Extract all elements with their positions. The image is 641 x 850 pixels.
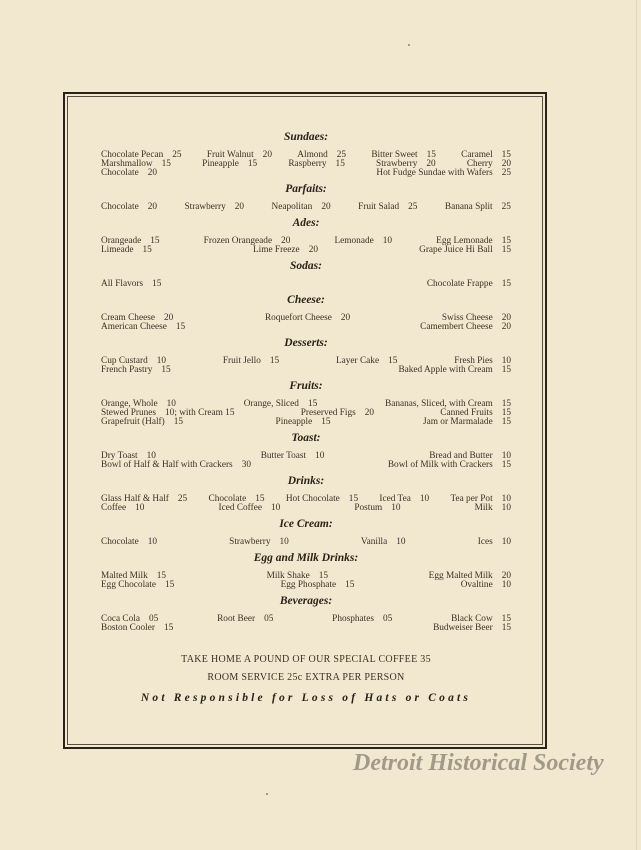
item-price: 20 [321, 202, 331, 212]
menu-row [101, 366, 511, 375]
item-name: Orangeade [101, 236, 142, 246]
menu-item [433, 624, 511, 633]
menu-item [219, 504, 281, 513]
menu-section [101, 212, 511, 255]
menu-item [272, 203, 331, 212]
menu-item [101, 246, 152, 255]
item-price: 10; with Cream 15 [165, 408, 235, 418]
menu-item [332, 615, 392, 624]
item-name: Milk Shake [266, 571, 310, 581]
item-price: 20 [281, 236, 291, 246]
item-name: Baked Apple with Cream [398, 365, 493, 375]
item-name: Cup Custard [101, 356, 148, 366]
item-name: Egg Phosphate [280, 580, 337, 590]
menu-item [202, 160, 257, 169]
menu-item [265, 314, 350, 323]
item-name: Roquefort Cheese [264, 313, 332, 323]
item-name: Phosphates [332, 614, 374, 624]
menu-item [388, 461, 511, 470]
disclaimer: Not Responsible for Loss of Hats or Coats [140, 692, 472, 704]
item-price: 15 [501, 614, 511, 624]
item-name: Lime Freeze [252, 245, 300, 255]
menu-section [101, 289, 511, 332]
item-price: 15 [345, 580, 355, 590]
item-price: 25 [172, 150, 182, 160]
room-service-note: ROOM SERVICE 25c EXTRA PER PERSON [207, 672, 405, 683]
paper-speck [408, 44, 410, 46]
item-name: Bitter Sweet [371, 150, 418, 160]
item-price: 10 [279, 537, 289, 547]
menu-section [101, 178, 511, 212]
item-name: Black Cow [451, 614, 493, 624]
item-name: Strawberry [376, 159, 418, 169]
item-price: 15 [247, 159, 258, 169]
item-name: Iced Coffee [218, 503, 262, 513]
menu-item [379, 495, 429, 504]
item-price: 15 [501, 236, 511, 246]
item-name: Orange, Sliced [243, 399, 299, 409]
menu-section [101, 255, 511, 289]
item-price: 15 [426, 150, 436, 160]
item-price: 05 [383, 614, 393, 624]
item-name: Hot Fudge Sundae with Wafers [376, 168, 493, 178]
item-name: Cream Cheese [101, 313, 155, 323]
item-price: 10 [501, 451, 511, 461]
section-header: Parfaits: [285, 183, 327, 195]
menu-item [223, 357, 279, 366]
item-name: Fruit Salad [358, 202, 400, 212]
item-price: 15 [501, 417, 511, 427]
item-price: 15 [307, 399, 318, 409]
item-name: Ovaltine [460, 580, 493, 590]
item-price: 15 [321, 417, 331, 427]
menu-item [445, 203, 511, 212]
item-name: Layer Cake [335, 356, 380, 366]
item-price: 20 [501, 313, 511, 323]
menu-item [420, 323, 511, 332]
menu-section [101, 470, 511, 513]
item-name: Milk [474, 503, 493, 513]
item-name: Coffee [101, 503, 127, 513]
item-name: Bread and Butter [429, 451, 493, 461]
menu-row [101, 169, 511, 178]
item-price: 15 [318, 571, 329, 581]
item-name: French Pastry [101, 365, 153, 375]
item-name: Hot Chocolate [285, 494, 340, 504]
item-price: 15 [269, 356, 280, 366]
item-price: 25 [408, 202, 418, 212]
item-price: 15 [152, 279, 162, 289]
item-price: 20 [426, 159, 436, 169]
item-price: 15 [348, 494, 359, 504]
item-name: All Flavors [101, 279, 144, 289]
menu-item [101, 581, 174, 590]
menu-row [101, 246, 511, 255]
menu-section [101, 547, 511, 590]
item-price: 15 [501, 623, 511, 633]
section-header: Ice Cream: [279, 518, 333, 530]
item-price: 10 [315, 451, 325, 461]
item-name: Glass Half & Half [101, 494, 169, 504]
item-price: 10 [501, 494, 511, 504]
menu-section [101, 590, 511, 633]
item-name: Cherry [466, 159, 493, 169]
item-price: 20 [234, 202, 245, 212]
item-name: Tea per Pot [450, 494, 493, 504]
item-price: 10 [166, 399, 176, 409]
item-name: Chocolate [101, 168, 139, 178]
menu-item [281, 581, 355, 590]
menu-item [361, 538, 406, 547]
menu-item [427, 280, 511, 289]
item-price: 15 [501, 399, 511, 409]
item-price: 20 [147, 202, 157, 212]
menu-item [261, 452, 325, 461]
item-price: 15 [163, 623, 174, 633]
menu-item [101, 323, 185, 332]
watermark: Detroit Historical Society [353, 750, 604, 776]
menu-item [398, 366, 511, 375]
menu-item [101, 203, 157, 212]
menu-item [229, 538, 289, 547]
item-price: 10 [156, 356, 167, 366]
item-name: Strawberry [184, 202, 226, 212]
item-price: 15 [173, 417, 184, 427]
item-price: 15 [150, 236, 160, 246]
item-name: Frozen Orangeade [203, 236, 273, 246]
item-name: Dry Toast [101, 451, 138, 461]
item-price: 10 [146, 451, 156, 461]
item-name: Limeade [101, 245, 134, 255]
item-price: 10 [501, 356, 511, 366]
item-price: 20 [308, 245, 318, 255]
menu-row [101, 203, 511, 212]
menu-row [101, 538, 511, 547]
item-name: Caramel [461, 150, 493, 160]
item-price: 10 [391, 503, 401, 513]
item-name: Raspberry [288, 159, 327, 169]
item-price: 10 [147, 537, 157, 547]
item-price: 10 [270, 503, 281, 513]
item-name: Chocolate [101, 537, 139, 547]
item-price: 15 [335, 159, 345, 169]
item-price: 20 [163, 313, 174, 323]
item-name: Bowl of Milk with Crackers [387, 460, 493, 470]
menu-item [354, 504, 400, 513]
menu-item [478, 538, 511, 547]
item-price: 30 [241, 460, 251, 470]
menu-item [475, 504, 511, 513]
item-price: 20 [501, 571, 511, 581]
item-price: 10 [501, 580, 511, 590]
item-name: Vanilla [360, 537, 388, 547]
item-price: 05 [149, 614, 159, 624]
item-name: Lemonade [334, 236, 374, 246]
section-header: Drinks: [287, 475, 325, 487]
section-header: Toast: [291, 432, 321, 444]
item-name: Almond [297, 150, 328, 160]
menu-item [286, 495, 358, 504]
menu-item [217, 615, 273, 624]
item-name: Postum [354, 503, 383, 513]
item-name: Jam or Marmalade [423, 417, 493, 427]
menu-row [101, 624, 511, 633]
item-name: Chocolate Frappe [426, 279, 493, 289]
menu-item [358, 203, 417, 212]
item-price: 10 [419, 494, 430, 504]
item-name: Iced Tea [379, 494, 411, 504]
item-price: 15 [501, 460, 511, 470]
menu-item [101, 169, 157, 178]
menu-item [101, 366, 171, 375]
item-price: 25 [177, 494, 188, 504]
item-price: 15 [165, 580, 175, 590]
menu-row [101, 495, 511, 504]
item-price: 25 [336, 150, 347, 160]
item-price: 15 [142, 245, 152, 255]
menu-item [101, 418, 183, 427]
item-name: Ices [477, 537, 493, 547]
menu-item [334, 237, 392, 246]
menu-item [101, 504, 144, 513]
section-header: Desserts: [284, 337, 328, 349]
item-name: Fruit Jello [222, 356, 261, 366]
section-header: Sodas: [290, 260, 322, 272]
menu-item [101, 280, 161, 289]
menu-row [101, 418, 511, 427]
item-name: Grapefruit (Half) [101, 417, 165, 427]
item-name: Bowl of Half & Half with Crackers [101, 460, 233, 470]
paper-speck [266, 793, 268, 795]
item-price: 20 [340, 313, 351, 323]
menu-item [419, 246, 511, 255]
section-header: Sundaes: [283, 131, 329, 143]
item-price: 15 [161, 365, 171, 375]
section-header: Fruits: [289, 380, 323, 392]
menu-section [101, 513, 511, 547]
item-name: American Cheese [101, 322, 167, 332]
item-name: Egg Malted Milk [428, 571, 493, 581]
item-price: 15 [175, 322, 186, 332]
menu-row [101, 280, 511, 289]
item-price: 15 [501, 150, 511, 160]
item-name: Egg Lemonade [436, 236, 493, 246]
menu-item [253, 246, 318, 255]
menu-item [376, 169, 511, 178]
item-name: Malted Milk [101, 571, 148, 581]
item-price: 15 [161, 159, 171, 169]
item-name: Egg Chocolate [101, 580, 156, 590]
menu-item [276, 418, 331, 427]
section-header: Cheese: [287, 294, 325, 306]
item-price: 10 [396, 537, 406, 547]
item-name: Chocolate Pecan [101, 150, 164, 160]
item-price: 10 [382, 236, 393, 246]
menu-item [101, 538, 157, 547]
item-price: 10 [135, 503, 145, 513]
item-price: 10 [501, 537, 511, 547]
item-price: 25 [501, 202, 511, 212]
item-price: 15 [255, 494, 265, 504]
item-name: Chocolate [208, 494, 247, 504]
item-price: 15 [501, 365, 511, 375]
menu-row [101, 581, 511, 590]
menu-row [101, 323, 511, 332]
item-price: 15 [156, 571, 167, 581]
item-name: Neapolitan [271, 202, 313, 212]
menu-section [101, 375, 511, 427]
menu-row [101, 461, 511, 470]
item-name: Pineapple [275, 417, 313, 427]
menu-item [101, 624, 173, 633]
item-name: Pineapple [202, 159, 239, 169]
item-name: Stewed Prunes [101, 408, 157, 418]
item-name: Canned Fruits [440, 408, 493, 418]
item-name: Camembert Cheese [420, 322, 493, 332]
item-price: 15 [501, 245, 511, 255]
item-name: Orange, Whole [101, 399, 158, 409]
coffee-note: TAKE HOME A POUND OF OUR SPECIAL COFFEE 35 [181, 654, 431, 665]
menu-item [288, 160, 345, 169]
item-name: Preserved Figs [300, 408, 356, 418]
section-header: Ades: [292, 217, 320, 229]
menu-section [101, 126, 511, 178]
item-name: Fresh Pies [454, 356, 493, 366]
section-header: Beverages: [279, 595, 333, 607]
item-price: 15 [501, 408, 511, 418]
item-name: Bananas, Sliced, with Cream [385, 399, 493, 409]
item-price: 25 [501, 168, 511, 178]
item-price: 20 [501, 322, 511, 332]
menu-item [184, 203, 244, 212]
item-price: 15 [388, 356, 398, 366]
item-name: Root Beer [217, 614, 256, 624]
item-name: Marshmallow [101, 159, 153, 169]
menu-section [101, 427, 511, 470]
item-name: Budweiser Beer [433, 623, 493, 633]
section-header: Egg and Milk Drinks: [253, 552, 359, 564]
menu-section [101, 332, 511, 375]
menu-sections [101, 126, 511, 633]
item-price: 20 [262, 150, 272, 160]
item-name: Coca Cola [101, 614, 140, 624]
item-name: Swiss Cheese [441, 313, 493, 323]
item-price: 20 [501, 159, 511, 169]
menu-item [461, 581, 511, 590]
menu-item [423, 418, 511, 427]
menu-row [101, 504, 511, 513]
menu-item [101, 461, 251, 470]
item-name: Chocolate [101, 202, 139, 212]
item-name: Strawberry [229, 537, 271, 547]
item-price: 10 [501, 503, 511, 513]
item-price: 20 [364, 408, 375, 418]
item-price: 15 [501, 279, 511, 289]
page-edge [636, 0, 637, 850]
item-name: Butter Toast [260, 451, 307, 461]
item-name: Fruit Walnut [206, 150, 254, 160]
item-price: 05 [264, 614, 274, 624]
item-name: Grape Juice Hi Ball [419, 245, 493, 255]
menu-item [336, 357, 397, 366]
item-name: Boston Cooler [101, 623, 155, 633]
item-name: Banana Split [444, 202, 493, 212]
item-price: 20 [147, 168, 157, 178]
